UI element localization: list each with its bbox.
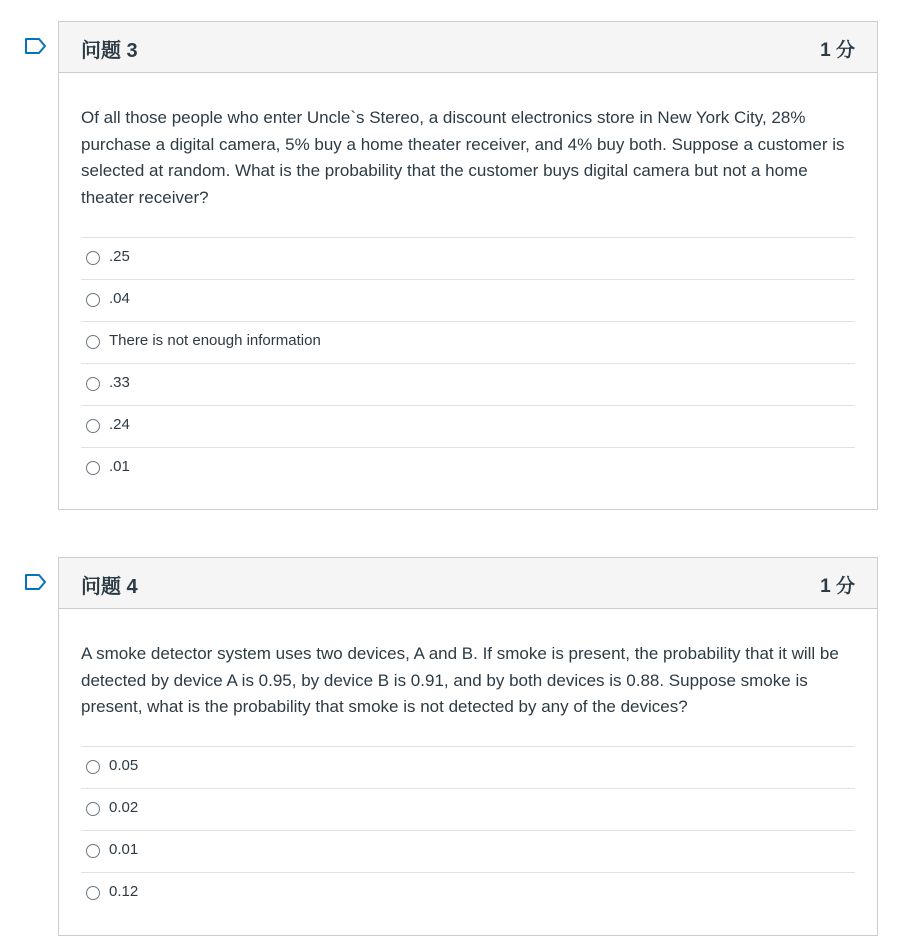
flag-question-icon[interactable]	[24, 573, 48, 591]
radio-button[interactable]	[86, 844, 100, 858]
answer-option[interactable]	[81, 448, 855, 489]
radio-button[interactable]	[86, 419, 100, 433]
radio-button[interactable]	[86, 293, 100, 307]
answer-option[interactable]	[81, 406, 855, 448]
answer-option[interactable]	[81, 238, 855, 280]
answer-list	[81, 237, 855, 489]
answer-option[interactable]	[81, 747, 855, 789]
question-points: 1 分	[820, 40, 855, 61]
radio-button[interactable]	[86, 461, 100, 475]
radio-button[interactable]	[86, 251, 100, 265]
question-card	[58, 557, 878, 936]
question-text: A smoke detector system uses two devices, A and B. If smoke is present, the probability that it will be detected by device A is 0.95, by device B is 0.91, and by both devices is 0.88. Suppose smoke is present, what is the probability that smoke is not detected by any of the devices?	[81, 644, 839, 716]
answer-option[interactable]	[81, 280, 855, 322]
answer-option[interactable]	[81, 831, 855, 873]
question-header	[59, 558, 877, 609]
question-header	[59, 22, 877, 73]
question-card	[58, 21, 878, 510]
question-text: Of all those people who enter Uncle`s Stereo, a discount electronics store in New York City, 28% purchase a digital camera, 5% buy a home theater receiver, and 4% buy both. Suppose a customer is selected at random. What is the probability that the customer buys digital camera but not a home theater receiver?	[81, 108, 845, 207]
answer-label: 0.05	[109, 757, 139, 774]
question-points: 1 分	[820, 576, 855, 597]
answer-label: 0.12	[109, 883, 139, 900]
answer-label: 0.02	[109, 799, 139, 816]
radio-button[interactable]	[86, 802, 100, 816]
question-title: 问题 3	[81, 40, 138, 62]
answer-label: .33	[109, 374, 130, 391]
answer-label: .01	[109, 458, 130, 475]
answer-label: .04	[109, 290, 130, 307]
flag-question-icon[interactable]	[24, 37, 48, 55]
answer-list	[81, 746, 855, 914]
radio-button[interactable]	[86, 377, 100, 391]
answer-option[interactable]	[81, 873, 855, 914]
question-title: 问题 4	[81, 576, 138, 598]
answer-option[interactable]	[81, 322, 855, 364]
answer-option[interactable]	[81, 364, 855, 406]
radio-button[interactable]	[86, 760, 100, 774]
answer-label: .24	[109, 416, 130, 433]
radio-button[interactable]	[86, 335, 100, 349]
answer-label: 0.01	[109, 841, 139, 858]
answer-label: There is not enough information	[109, 332, 321, 349]
answer-label: .25	[109, 248, 130, 265]
answer-option[interactable]	[81, 789, 855, 831]
radio-button[interactable]	[86, 886, 100, 900]
